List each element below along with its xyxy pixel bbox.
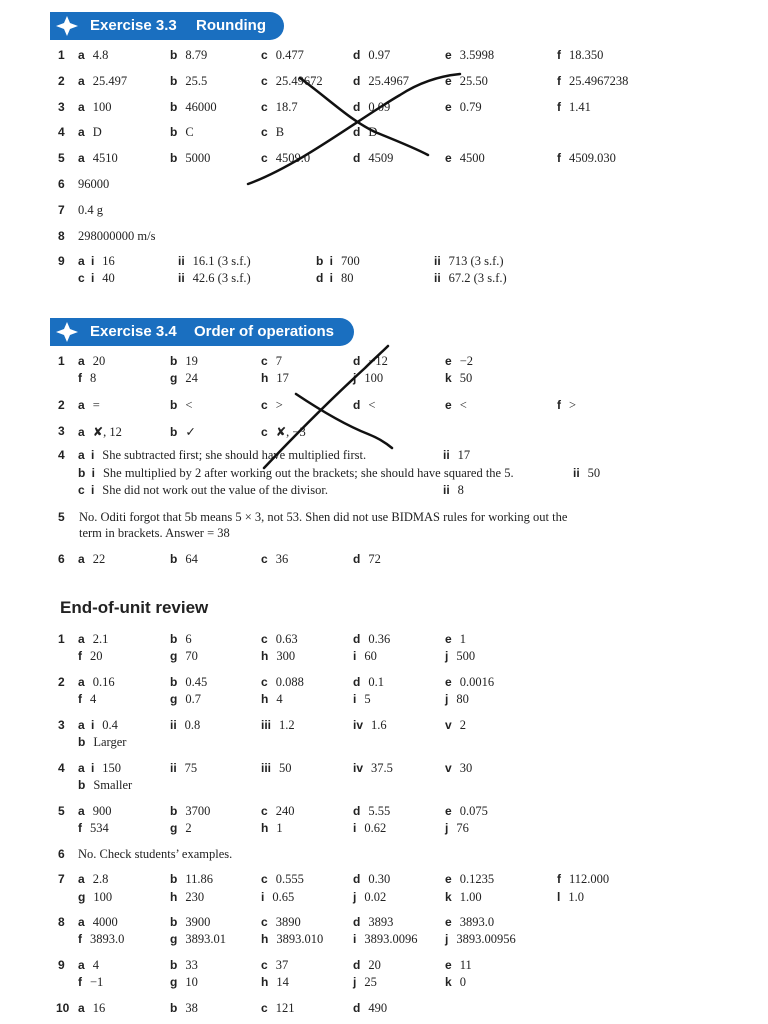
answer-c: c 3890 xyxy=(261,915,301,929)
answer-b-ii: ii 50 xyxy=(573,466,601,480)
answer-a: a 4510 xyxy=(78,151,118,165)
answer-b: b 64 xyxy=(170,552,198,566)
answer-j: j 76 xyxy=(445,821,469,835)
answer-a: a 100 xyxy=(78,100,112,114)
question-number: 9 xyxy=(58,958,65,972)
answer-g: g 3893.01 xyxy=(170,932,226,946)
answer-i: i 3893.0096 xyxy=(353,932,418,946)
answer-c-i: c i 40 xyxy=(78,271,115,285)
answer-d: d < xyxy=(353,398,376,412)
question-number: 8 xyxy=(58,915,65,929)
question-number: 6 xyxy=(58,177,65,191)
question-number: 4 xyxy=(58,761,65,775)
answer-text-line2: term in brackets. Answer = 38 xyxy=(79,526,230,540)
answer-b-i: b i 700 xyxy=(316,254,360,268)
answer-f: f 534 xyxy=(78,821,109,835)
answer-a: a 25.497 xyxy=(78,74,128,88)
answer-b: b 3900 xyxy=(170,915,211,929)
answer-text-line1: No. Oditi forgot that 5b means 5 × 3, not 53. Shen did not use BIDMAS rules for working out the xyxy=(79,510,568,524)
answer-a: a 16 xyxy=(78,1001,106,1015)
exercise-label: Exercise 3.4 xyxy=(90,323,177,340)
answer-a: a 4000 xyxy=(78,915,118,929)
answer-b: b 33 xyxy=(170,958,198,972)
question-number: 8 xyxy=(58,229,65,243)
answer-c-i: c i She did not work out the value of the divisor. xyxy=(78,483,328,497)
question-number: 1 xyxy=(58,354,65,368)
answer-c: c 121 xyxy=(261,1001,295,1015)
star-icon xyxy=(56,16,78,36)
answer-f: f 18.350 xyxy=(557,48,604,62)
answer-c-ii: ii 8 xyxy=(443,483,464,497)
answer-i: i 0.65 xyxy=(261,890,295,904)
answer-d: d 0.36 xyxy=(353,632,391,646)
answer-b: b 19 xyxy=(170,354,198,368)
question-number: 3 xyxy=(58,718,65,732)
answer-a-v: v 2 xyxy=(445,718,466,732)
answer-a: a 4.8 xyxy=(78,48,109,62)
answer-d: d 0.09 xyxy=(353,100,391,114)
answer-c: c 0.477 xyxy=(261,48,304,62)
answer-f: f −1 xyxy=(78,975,104,989)
answer-j: j 0.02 xyxy=(353,890,387,904)
question-number: 10 xyxy=(56,1001,70,1015)
answer-b-i: b i She multiplied by 2 after working out the brackets; she should have squared the 5. xyxy=(78,466,514,480)
exercise-title: Rounding xyxy=(196,17,266,34)
answer-k: k 50 xyxy=(445,371,473,385)
answer-a-i: a i 0.4 xyxy=(78,718,118,732)
answer-a-i: a i 150 xyxy=(78,761,122,775)
question-number: 2 xyxy=(58,74,65,88)
answer-a-iv: iv 37.5 xyxy=(353,761,393,775)
answer-g: g 0.7 xyxy=(170,692,201,706)
answer-i: i 5 xyxy=(353,692,371,706)
question-number: 3 xyxy=(58,100,65,114)
answer-b: b 46000 xyxy=(170,100,217,114)
answer-a-i: a i 16 xyxy=(78,254,115,268)
answer-b: b 11.86 xyxy=(170,872,214,886)
answer-c: c 37 xyxy=(261,958,289,972)
answer-c: c > xyxy=(261,398,283,412)
answer-f: f 3893.0 xyxy=(78,932,125,946)
answer-a-ii: ii 17 xyxy=(443,448,471,462)
answer-a: a 0.16 xyxy=(78,675,115,689)
question-number: 6 xyxy=(58,847,65,861)
question-number: 1 xyxy=(58,632,65,646)
answer-h: h 4 xyxy=(261,692,283,706)
answer-d: d 20 xyxy=(353,958,381,972)
answer-f: f 8 xyxy=(78,371,97,385)
answer-f: f > xyxy=(557,398,577,412)
answer-e: e 11 xyxy=(445,958,472,972)
star-icon xyxy=(56,322,78,342)
answer-a-ii: ii 0.8 xyxy=(170,718,201,732)
answer-b: b Larger xyxy=(78,735,127,749)
exercise-3-3-banner xyxy=(50,12,284,40)
answer-i: i 60 xyxy=(353,649,377,663)
answer-d: d 490 xyxy=(353,1001,388,1015)
answer-b: b C xyxy=(170,125,194,139)
answer-b-ii: ii 713 (3 s.f.) xyxy=(434,254,504,268)
answer-b: b 0.45 xyxy=(170,675,208,689)
answer-f: f 112.000 xyxy=(557,872,610,886)
answer-e: e 3893.0 xyxy=(445,915,495,929)
answer-b: b 6 xyxy=(170,632,192,646)
question-number: 9 xyxy=(58,254,65,268)
answer-f: f 4 xyxy=(78,692,97,706)
answer-h: h 1 xyxy=(261,821,283,835)
answer-c: c B xyxy=(261,125,285,139)
answer-l: l 1.0 xyxy=(557,890,584,904)
answer-d: d D xyxy=(353,125,378,139)
answer-d: d 72 xyxy=(353,552,381,566)
answer-b: b 25.5 xyxy=(170,74,208,88)
answer-h: h 230 xyxy=(170,890,205,904)
answer-g: g 100 xyxy=(78,890,113,904)
answer-f: f 1.41 xyxy=(557,100,591,114)
answer-g: g 70 xyxy=(170,649,198,663)
answer-h: h 17 xyxy=(261,371,289,385)
answer-a-v: v 30 xyxy=(445,761,473,775)
answer-d: d 25.4967 xyxy=(353,74,409,88)
answer-e: e 3.5998 xyxy=(445,48,495,62)
question-number: 6 xyxy=(58,552,65,566)
answer-a: a 22 xyxy=(78,552,106,566)
answer-c: c 4509.0 xyxy=(261,151,311,165)
answer-b: b ✓ xyxy=(170,425,196,439)
answer-d: d 0.97 xyxy=(353,48,391,62)
answer-e: e 0.0016 xyxy=(445,675,495,689)
answer-k: k 0 xyxy=(445,975,466,989)
answer-c: c 7 xyxy=(261,354,282,368)
question-number: 5 xyxy=(58,151,65,165)
answer-c: c 25.49672 xyxy=(261,74,323,88)
answer-a: a D xyxy=(78,125,102,139)
cross-stroke xyxy=(296,394,392,448)
answer-h: h 14 xyxy=(261,975,289,989)
answer-d: d 0.1 xyxy=(353,675,384,689)
answer-text: 0.4 g xyxy=(78,203,103,217)
answer-a: a = xyxy=(78,398,100,412)
answer-a: a 4 xyxy=(78,958,99,972)
question-number: 4 xyxy=(58,448,65,462)
question-number: 5 xyxy=(58,804,65,818)
answer-e: e 0.075 xyxy=(445,804,488,818)
answer-d: d 4509 xyxy=(353,151,394,165)
answer-c: c 0.63 xyxy=(261,632,298,646)
question-number: 7 xyxy=(58,872,65,886)
answer-c: c ✘, −3 xyxy=(261,425,306,439)
exercise-3-4-banner xyxy=(50,318,354,346)
answer-d: d −12 xyxy=(353,354,388,368)
question-number: 4 xyxy=(58,125,65,139)
answer-text: No. Check students’ examples. xyxy=(78,847,233,861)
question-number: 2 xyxy=(58,398,65,412)
answer-b: b < xyxy=(170,398,193,412)
answer-f: f 20 xyxy=(78,649,103,663)
answer-j: j 25 xyxy=(353,975,377,989)
answer-k: k 1.00 xyxy=(445,890,482,904)
answer-j: j 80 xyxy=(445,692,469,706)
answer-a-iii: iii 50 xyxy=(261,761,292,775)
answer-a: a 2.8 xyxy=(78,872,109,886)
answer-text: 96000 xyxy=(78,177,110,191)
answer-a: a 2.1 xyxy=(78,632,109,646)
answer-d-ii: ii 67.2 (3 s.f.) xyxy=(434,271,507,285)
answer-f: f 4509.030 xyxy=(557,151,616,165)
question-number: 5 xyxy=(58,510,65,524)
answer-g: g 2 xyxy=(170,821,192,835)
answer-e: e < xyxy=(445,398,467,412)
question-number: 2 xyxy=(58,675,65,689)
answer-c: c 36 xyxy=(261,552,289,566)
answer-c: c 240 xyxy=(261,804,295,818)
cross-stroke xyxy=(300,78,428,155)
answer-a: a 900 xyxy=(78,804,112,818)
answer-h: h 300 xyxy=(261,649,296,663)
answer-g: g 10 xyxy=(170,975,198,989)
answer-b: b 3700 xyxy=(170,804,211,818)
exercise-title: Order of operations xyxy=(194,323,335,340)
answer-a: a ✘, 12 xyxy=(78,425,122,439)
answer-b: b Smaller xyxy=(78,778,133,792)
question-number: 3 xyxy=(58,424,65,438)
answer-j: j 500 xyxy=(445,649,476,663)
answer-b: b 38 xyxy=(170,1001,198,1015)
answer-b: b 8.79 xyxy=(170,48,208,62)
exercise-label: Exercise 3.3 xyxy=(90,17,177,34)
answer-a-iii: iii 1.2 xyxy=(261,718,295,732)
answer-f: f 25.4967238 xyxy=(557,74,629,88)
answer-a-ii: ii 75 xyxy=(170,761,198,775)
answer-e: e 25.50 xyxy=(445,74,488,88)
answer-a-iv: iv 1.6 xyxy=(353,718,387,732)
answer-d: d 5.55 xyxy=(353,804,391,818)
answer-d-i: d i 80 xyxy=(316,271,354,285)
answer-j: j 100 xyxy=(353,371,384,385)
answer-d: d 0.30 xyxy=(353,872,391,886)
answer-c: c 0.555 xyxy=(261,872,304,886)
answer-c-ii: ii 42.6 (3 s.f.) xyxy=(178,271,251,285)
answer-j: j 3893.00956 xyxy=(445,932,516,946)
answer-b: b 5000 xyxy=(170,151,211,165)
answer-e: e 4500 xyxy=(445,151,485,165)
answer-g: g 24 xyxy=(170,371,198,385)
answer-e: e 0.1235 xyxy=(445,872,495,886)
answer-h: h 3893.010 xyxy=(261,932,324,946)
answer-d: d 3893 xyxy=(353,915,394,929)
answer-text: 298000000 m/s xyxy=(78,229,156,243)
answer-c: c 0.088 xyxy=(261,675,304,689)
section-heading: End-of-unit review xyxy=(60,598,209,617)
answer-e: e 1 xyxy=(445,632,466,646)
answer-a-ii: ii 16.1 (3 s.f.) xyxy=(178,254,251,268)
answer-a-i: a i She subtracted first; she should have multiplied first. xyxy=(78,448,367,462)
question-number: 1 xyxy=(58,48,65,62)
answer-e: e 0.79 xyxy=(445,100,482,114)
answer-c: c 18.7 xyxy=(261,100,298,114)
question-number: 7 xyxy=(58,203,65,217)
answer-e: e −2 xyxy=(445,354,473,368)
answer-a: a 20 xyxy=(78,354,106,368)
answer-i: i 0.62 xyxy=(353,821,387,835)
